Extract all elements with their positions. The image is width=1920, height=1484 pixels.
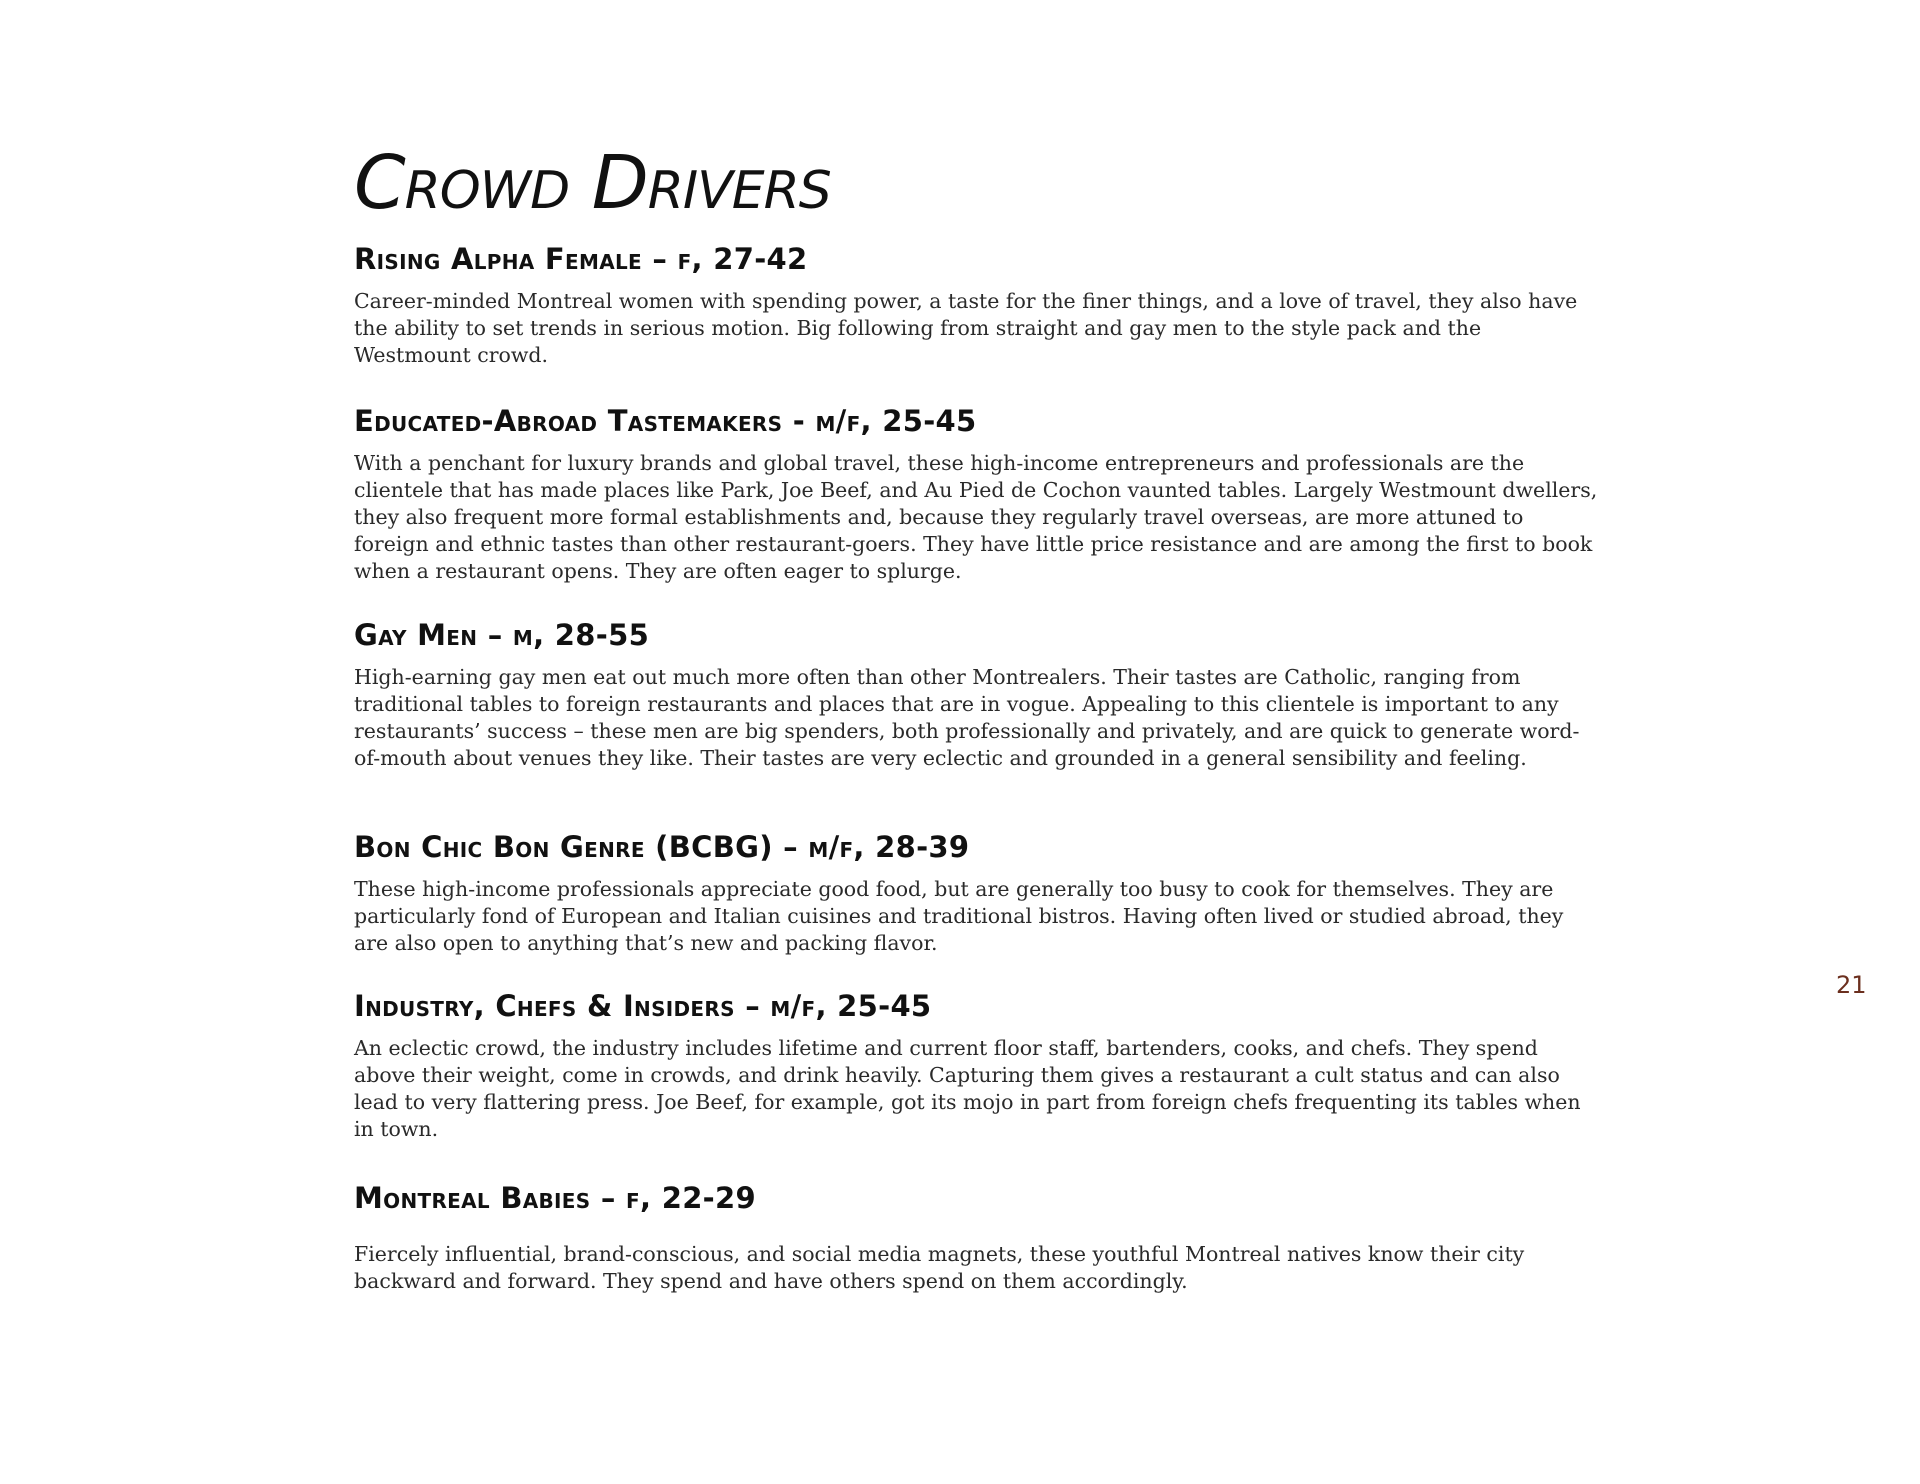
section-industry-chefs-insiders [354,988,1604,1143]
page-title: Crowd Drivers [354,140,831,226]
section-rising-alpha-female [354,241,1604,369]
section-body: High-earning gay men eat out much more often than other Montrealers. Their tastes are Catholic, ranging from traditional tables to foreign restaurants and places that are in vogue. Appealing to this clientele is important to any restaurants’ success – these men are big spenders, both professionally and privately, and are quick to generate word-of-mouth about venues they like. Their tastes are very eclectic and grounded in a general sensibility and feeling. [354,665,1580,770]
section-heading: Rising Alpha Female – f, 27-42 [354,242,808,276]
section-heading: Educated-Abroad Tastemakers - m/f, 25-45 [354,404,977,438]
section-educated-abroad-tastemakers [354,403,1604,585]
section-heading: Montreal Babies – f, 22-29 [354,1181,756,1215]
section-body: An eclectic crowd, the industry includes lifetime and current floor staff, bartenders, cooks, and chefs. They spend above their weight, come in crowds, and drink heavily. Capturing them gives a restaurant a cult status and can also lead to very flattering press. Joe Beef, for example, got its mojo in part from foreign chefs frequenting its tables when in town. [354,1036,1581,1141]
section-montreal-babies [354,1180,1604,1295]
section-body: These high-income professionals appreciate good food, but are generally too busy to cook for themselves. They are particularly fond of European and Italian cuisines and traditional bistros. Having often lived or studied abroad, they are also open to anything that’s new and packing flavor. [354,877,1564,955]
section-bcbg [354,829,1604,957]
page-number: 21 [1836,971,1867,999]
section-body: Fiercely influential, brand-conscious, and social media magnets, these youthful Montreal natives know their city backward and forward. They spend and have others spend on them accordingly. [354,1242,1525,1293]
section-heading: Gay Men – m, 28-55 [354,618,650,652]
section-heading: Bon Chic Bon Genre (BCBG) – m/f, 28-39 [354,830,970,864]
section-heading: Industry, Chefs & Insiders – m/f, 25-45 [354,989,932,1023]
section-body: Career-minded Montreal women with spending power, a taste for the finer things, and a love of travel, they also have the ability to set trends in serious motion. Big following from straight and gay men to the style pack and the Westmount crowd. [354,289,1578,367]
section-body: With a penchant for luxury brands and global travel, these high-income entrepreneurs and professionals are the clientele that has made places like Park, Joe Beef, and Au Pied de Cochon vaunted tables. Largely Westmount dwellers, they also frequent more formal establishments and, because they regularly travel overseas, are more attuned to foreign and ethnic tastes than other restaurant-goers. They have little price resistance and are among the first to book when a restaurant opens. They are often eager to splurge. [354,451,1598,583]
section-gay-men [354,617,1604,772]
